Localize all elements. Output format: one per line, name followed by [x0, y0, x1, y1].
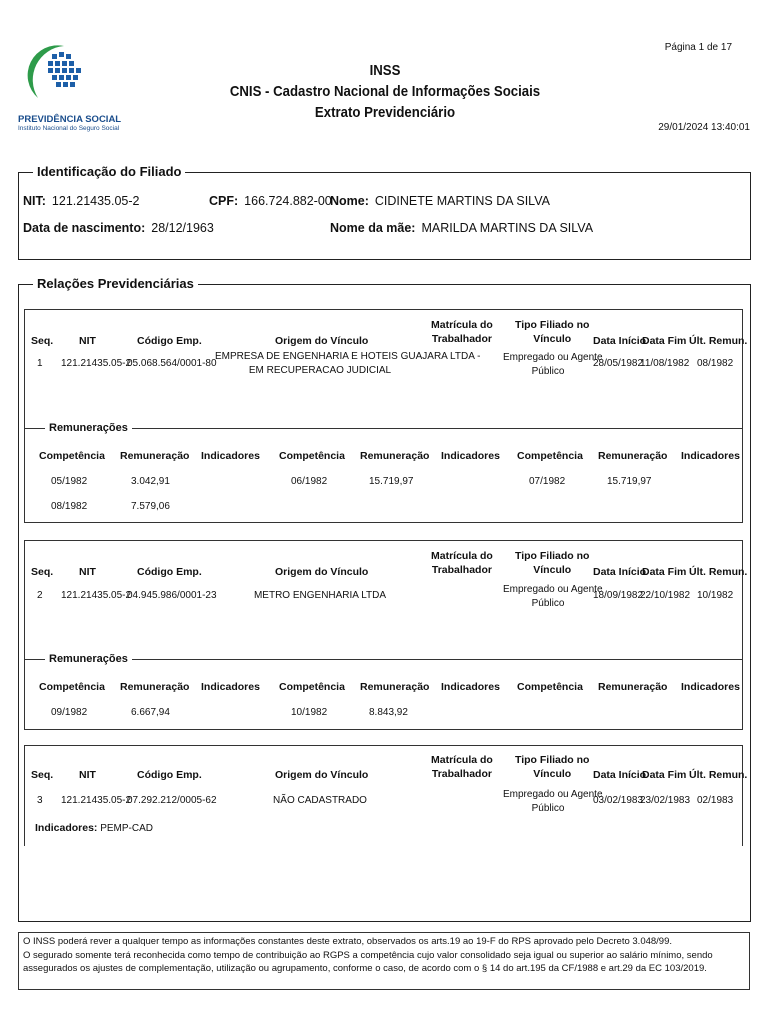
tipo-filiado-value: Empregado ou Agente Público — [503, 584, 603, 609]
col-nit: NIT — [79, 335, 96, 347]
rem-col-indicadores: Indicadores — [681, 681, 740, 693]
nome-field: Nome: CIDINETE MARTINS DA SILVA — [330, 194, 550, 208]
col-nit: NIT — [79, 566, 96, 578]
data-inicio-value: 28/05/1982 — [593, 358, 644, 369]
rem-col-indicadores: Indicadores — [201, 450, 260, 462]
rem-competencia: 06/1982 — [291, 476, 328, 487]
footer-line2: O segurado somente terá reconhecida como tempo de contribuição ao RGPS a competência cujo valor consolidado seja igual ou superior ao salário mínimo, sendo assegurados os ajustes de complementação, utilização ou agrupamento, conforme o caso, de acordo com o § 14 do art.195 da CF/1988 e art.29 da EC 103/2019. — [23, 949, 713, 974]
col-ult-remun: Últ. Remun. — [689, 566, 748, 578]
nit-value: 121.21435.05-2 — [61, 358, 132, 369]
vinculo-block-1 — [24, 309, 748, 523]
footer-line1: O INSS poderá rever a qualquer tempo as informações constantes deste extrato, observados os arts.19 ao 19-F do RPS aprovado pelo Decreto 3.048/99. — [23, 936, 673, 947]
nit-value: 121.21435.05-2 — [61, 590, 132, 601]
col-data-inicio: Data Início — [593, 335, 647, 347]
col-tipo-filiado: Tipo Filiado no Vínculo — [515, 754, 590, 780]
header-title1: INSS — [369, 62, 401, 79]
nome-mae-field: Nome da mãe: MARILDA MARTINS DA SILVA — [330, 221, 594, 235]
rem-col-indicadores: Indicadores — [441, 450, 500, 462]
col-origem: Origem do Vínculo — [275, 335, 369, 347]
data-inicio-value: 03/02/1983 — [593, 795, 644, 806]
ult-remun-value: 02/1983 — [697, 795, 734, 806]
col-tipo-filiado: Tipo Filiado no Vínculo — [515, 550, 590, 576]
logo-line2: Instituto Nacional do Seguro Social — [18, 125, 120, 132]
cpf-field: CPF: 166.724.882-00 — [209, 194, 332, 208]
relacoes-legend: Relações Previdenciárias — [33, 275, 198, 293]
vinculo-block-2 — [24, 540, 748, 730]
origem-value: EMPRESA DE ENGENHARIA E HOTEIS GUAJARA LTDA - EM RECUPERACAO JUDICIAL — [215, 351, 481, 376]
rem-col-competencia: Competência — [39, 450, 105, 462]
col-tipo-filiado: Tipo Filiado no Vínculo — [515, 319, 590, 345]
codigo-emp-value: 04.945.986/0001-23 — [127, 590, 217, 601]
codigo-emp-value: 07.292.212/0005-62 — [127, 795, 217, 806]
rem-col-remuneracao: Remuneração — [360, 681, 430, 693]
origem-value: NÃO CADASTRADO — [273, 795, 367, 806]
page-number: Página 1 de 17 — [664, 42, 732, 53]
nit-field: NIT: 121.21435.05-2 — [23, 194, 140, 208]
seq-value: 3 — [37, 795, 43, 806]
col-seq: Seq. — [31, 566, 54, 578]
rem-col-remuneracao: Remuneração — [120, 681, 190, 693]
col-seq: Seq. — [31, 769, 54, 781]
data-fim-value: 22/10/1982 — [640, 590, 691, 601]
rem-competencia: 07/1982 — [529, 476, 566, 487]
issue-datetime: 29/01/2024 13:40:01 — [658, 122, 750, 133]
rem-valor: 15.719,97 — [607, 476, 652, 487]
identificacao-legend: Identificação do Filiado — [33, 163, 185, 181]
origem-value: METRO ENGENHARIA LTDA — [253, 590, 387, 601]
col-data-fim: Data Fim — [642, 769, 687, 781]
col-nit: NIT — [79, 769, 96, 781]
document-header — [200, 60, 570, 123]
rem-valor: 8.843,92 — [369, 707, 408, 718]
remuneracoes-title: Remunerações — [45, 421, 132, 435]
rem-col-competencia: Competência — [39, 681, 105, 693]
rem-col-remuneracao: Remuneração — [360, 450, 430, 462]
rem-competencia: 10/1982 — [291, 707, 328, 718]
data-fim-value: 11/08/1982 — [640, 358, 690, 369]
rem-valor: 15.719,97 — [369, 476, 414, 487]
data-inicio-value: 18/09/1982 — [593, 590, 644, 601]
previdencia-logo-icon — [24, 40, 104, 112]
col-data-fim: Data Fim — [642, 335, 687, 347]
rem-valor: 3.042,91 — [131, 476, 170, 487]
col-matricula: Matrícula do Trabalhador — [431, 754, 493, 780]
previdencia-logo — [18, 40, 122, 140]
col-seq: Seq. — [31, 335, 54, 347]
rem-valor: 7.579,06 — [131, 501, 170, 512]
identificacao-section — [18, 164, 751, 260]
logo-line1: PREVIDÊNCIA SOCIAL — [18, 114, 122, 125]
col-ult-remun: Últ. Remun. — [689, 335, 748, 347]
col-origem: Origem do Vínculo — [275, 566, 369, 578]
col-data-inicio: Data Início — [593, 566, 647, 578]
rem-col-remuneracao: Remuneração — [120, 450, 190, 462]
seq-value: 1 — [37, 358, 43, 369]
rem-col-competencia: Competência — [517, 450, 583, 462]
rem-competencia: 08/1982 — [51, 501, 88, 512]
rem-col-indicadores: Indicadores — [681, 450, 740, 462]
rem-col-remuneracao: Remuneração — [598, 681, 668, 693]
seq-value: 2 — [37, 590, 43, 601]
rem-valor: 6.667,94 — [131, 707, 170, 718]
tipo-filiado-value: Empregado ou Agente Público — [503, 352, 603, 377]
header-title3: Extrato Previdenciário — [314, 104, 456, 121]
col-codigo-emp: Código Emp. — [137, 335, 202, 347]
data-fim-value: 23/02/1983 — [640, 795, 691, 806]
col-codigo-emp: Código Emp. — [137, 769, 202, 781]
ult-remun-value: 10/1982 — [697, 590, 734, 601]
rem-col-competencia: Competência — [279, 450, 345, 462]
col-ult-remun: Últ. Remun. — [689, 769, 748, 781]
nascimento-field: Data de nascimento: 28/12/1963 — [23, 221, 214, 235]
rem-col-competencia: Competência — [279, 681, 345, 693]
tipo-filiado-value: Empregado ou Agente Público — [503, 789, 603, 814]
col-matricula: Matrícula do Trabalhador — [431, 319, 493, 345]
rem-col-remuneracao: Remuneração — [598, 450, 668, 462]
ult-remun-value: 08/1982 — [697, 358, 734, 369]
rem-col-indicadores: Indicadores — [441, 681, 500, 693]
footer-notice — [18, 932, 750, 990]
rem-col-competencia: Competência — [517, 681, 583, 693]
indicadores-row: Indicadores: PEMP-CAD — [35, 822, 154, 834]
vinculo-block-3 — [24, 745, 748, 846]
col-data-inicio: Data Início — [593, 769, 647, 781]
col-codigo-emp: Código Emp. — [137, 566, 202, 578]
codigo-emp-value: 05.068.564/0001-80 — [127, 358, 217, 369]
rem-col-indicadores: Indicadores — [201, 681, 260, 693]
header-title2: CNIS - Cadastro Nacional de Informações Sociais — [229, 83, 541, 100]
rem-competencia: 05/1982 — [51, 476, 88, 487]
nit-value: 121.21435.05-2 — [61, 795, 132, 806]
remuneracoes-title: Remunerações — [45, 652, 132, 666]
col-data-fim: Data Fim — [642, 566, 687, 578]
rem-competencia: 09/1982 — [51, 707, 88, 718]
col-matricula: Matrícula do Trabalhador — [431, 550, 493, 576]
col-origem: Origem do Vínculo — [275, 769, 369, 781]
